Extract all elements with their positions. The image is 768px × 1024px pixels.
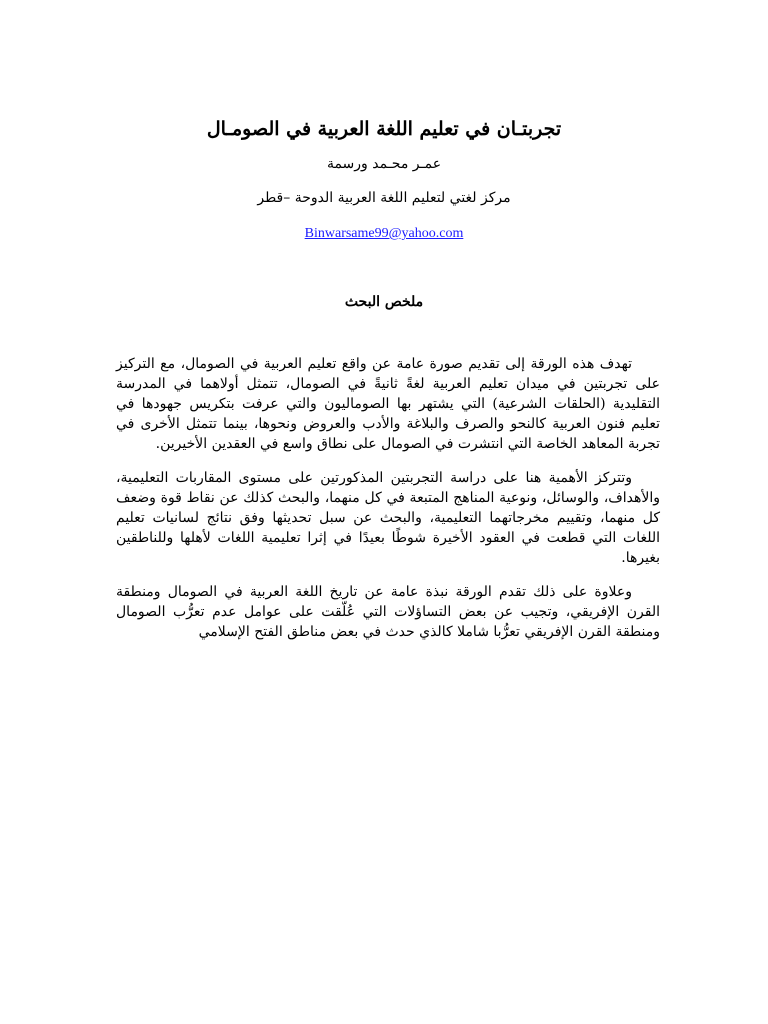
abstract-paragraph: وعلاوة على ذلك تقدم الورقة نبذة عامة عن تاريخ اللغة العربية في الصومال ومنطقة القرن الإفريقي، وتجيب عن بعض التساؤلات التي عُلّقت على عوامل عدم تعرُّب الصومال ومنطقة القرن الإفريقي تعرُّبا شاملا كالذي حدث في بعض مناطق الفتح الإسلامي xyxy=(116,584,660,640)
email-line xyxy=(0,226,768,242)
author-name: عمـر محـمد ورسمة xyxy=(326,156,442,172)
abstract-body xyxy=(116,354,660,656)
abstract-paragraph: وتتركز الأهمية هنا على دراسة التجربتين المذكورتين على مستوى المقاربات التعليمية، والأهداف، والوسائل، ونوعية المناهج المتبعة في كل منهما، والبحث كذلك عن نقاط قوة وضعف كل منهما، وتقييم مخرجاتهما التعليمية، والبحث عن سبل تحديثها وفق نتائج لسانيات تعليم اللغات التي قطعت في العقود الأخيرة شوطًا بعيدًا في إثرا تعليمية اللغات لأهلها وللناطقين بغيرها. xyxy=(116,470,660,566)
author-affiliation: مركز لغتي لتعليم اللغة العربية الدوحة –قطر xyxy=(257,190,511,206)
abstract-heading: ملخص البحث xyxy=(344,294,424,310)
abstract-paragraph: تهدف هذه الورقة إلى تقديم صورة عامة عن واقع تعليم العربية في الصومال، مع التركيز على تجربتين في ميدان تعليم العربية لغةً ثانيةً في الصومال، تتمثل أولاهما في المدرسة التقليدية (الحلقات الشرعية) التي يشتهر بها الصوماليون والتي عرفت بتكريس جهودها في تعليم فنون العربية كالنحو والصرف والبلاغة والأدب والعروض ونحوها، بينما تتمثل الأخرى في تجربة المعاهد الخاصة التي انتشرت في الصومال على نطاق واسع في العقدين الأخيرين. xyxy=(116,356,660,452)
paper-title: تجربتـان في تعليم اللغة العربية في الصومـال xyxy=(206,118,562,140)
email-link[interactable]: Binwarsame99@yahoo.com xyxy=(304,226,464,241)
